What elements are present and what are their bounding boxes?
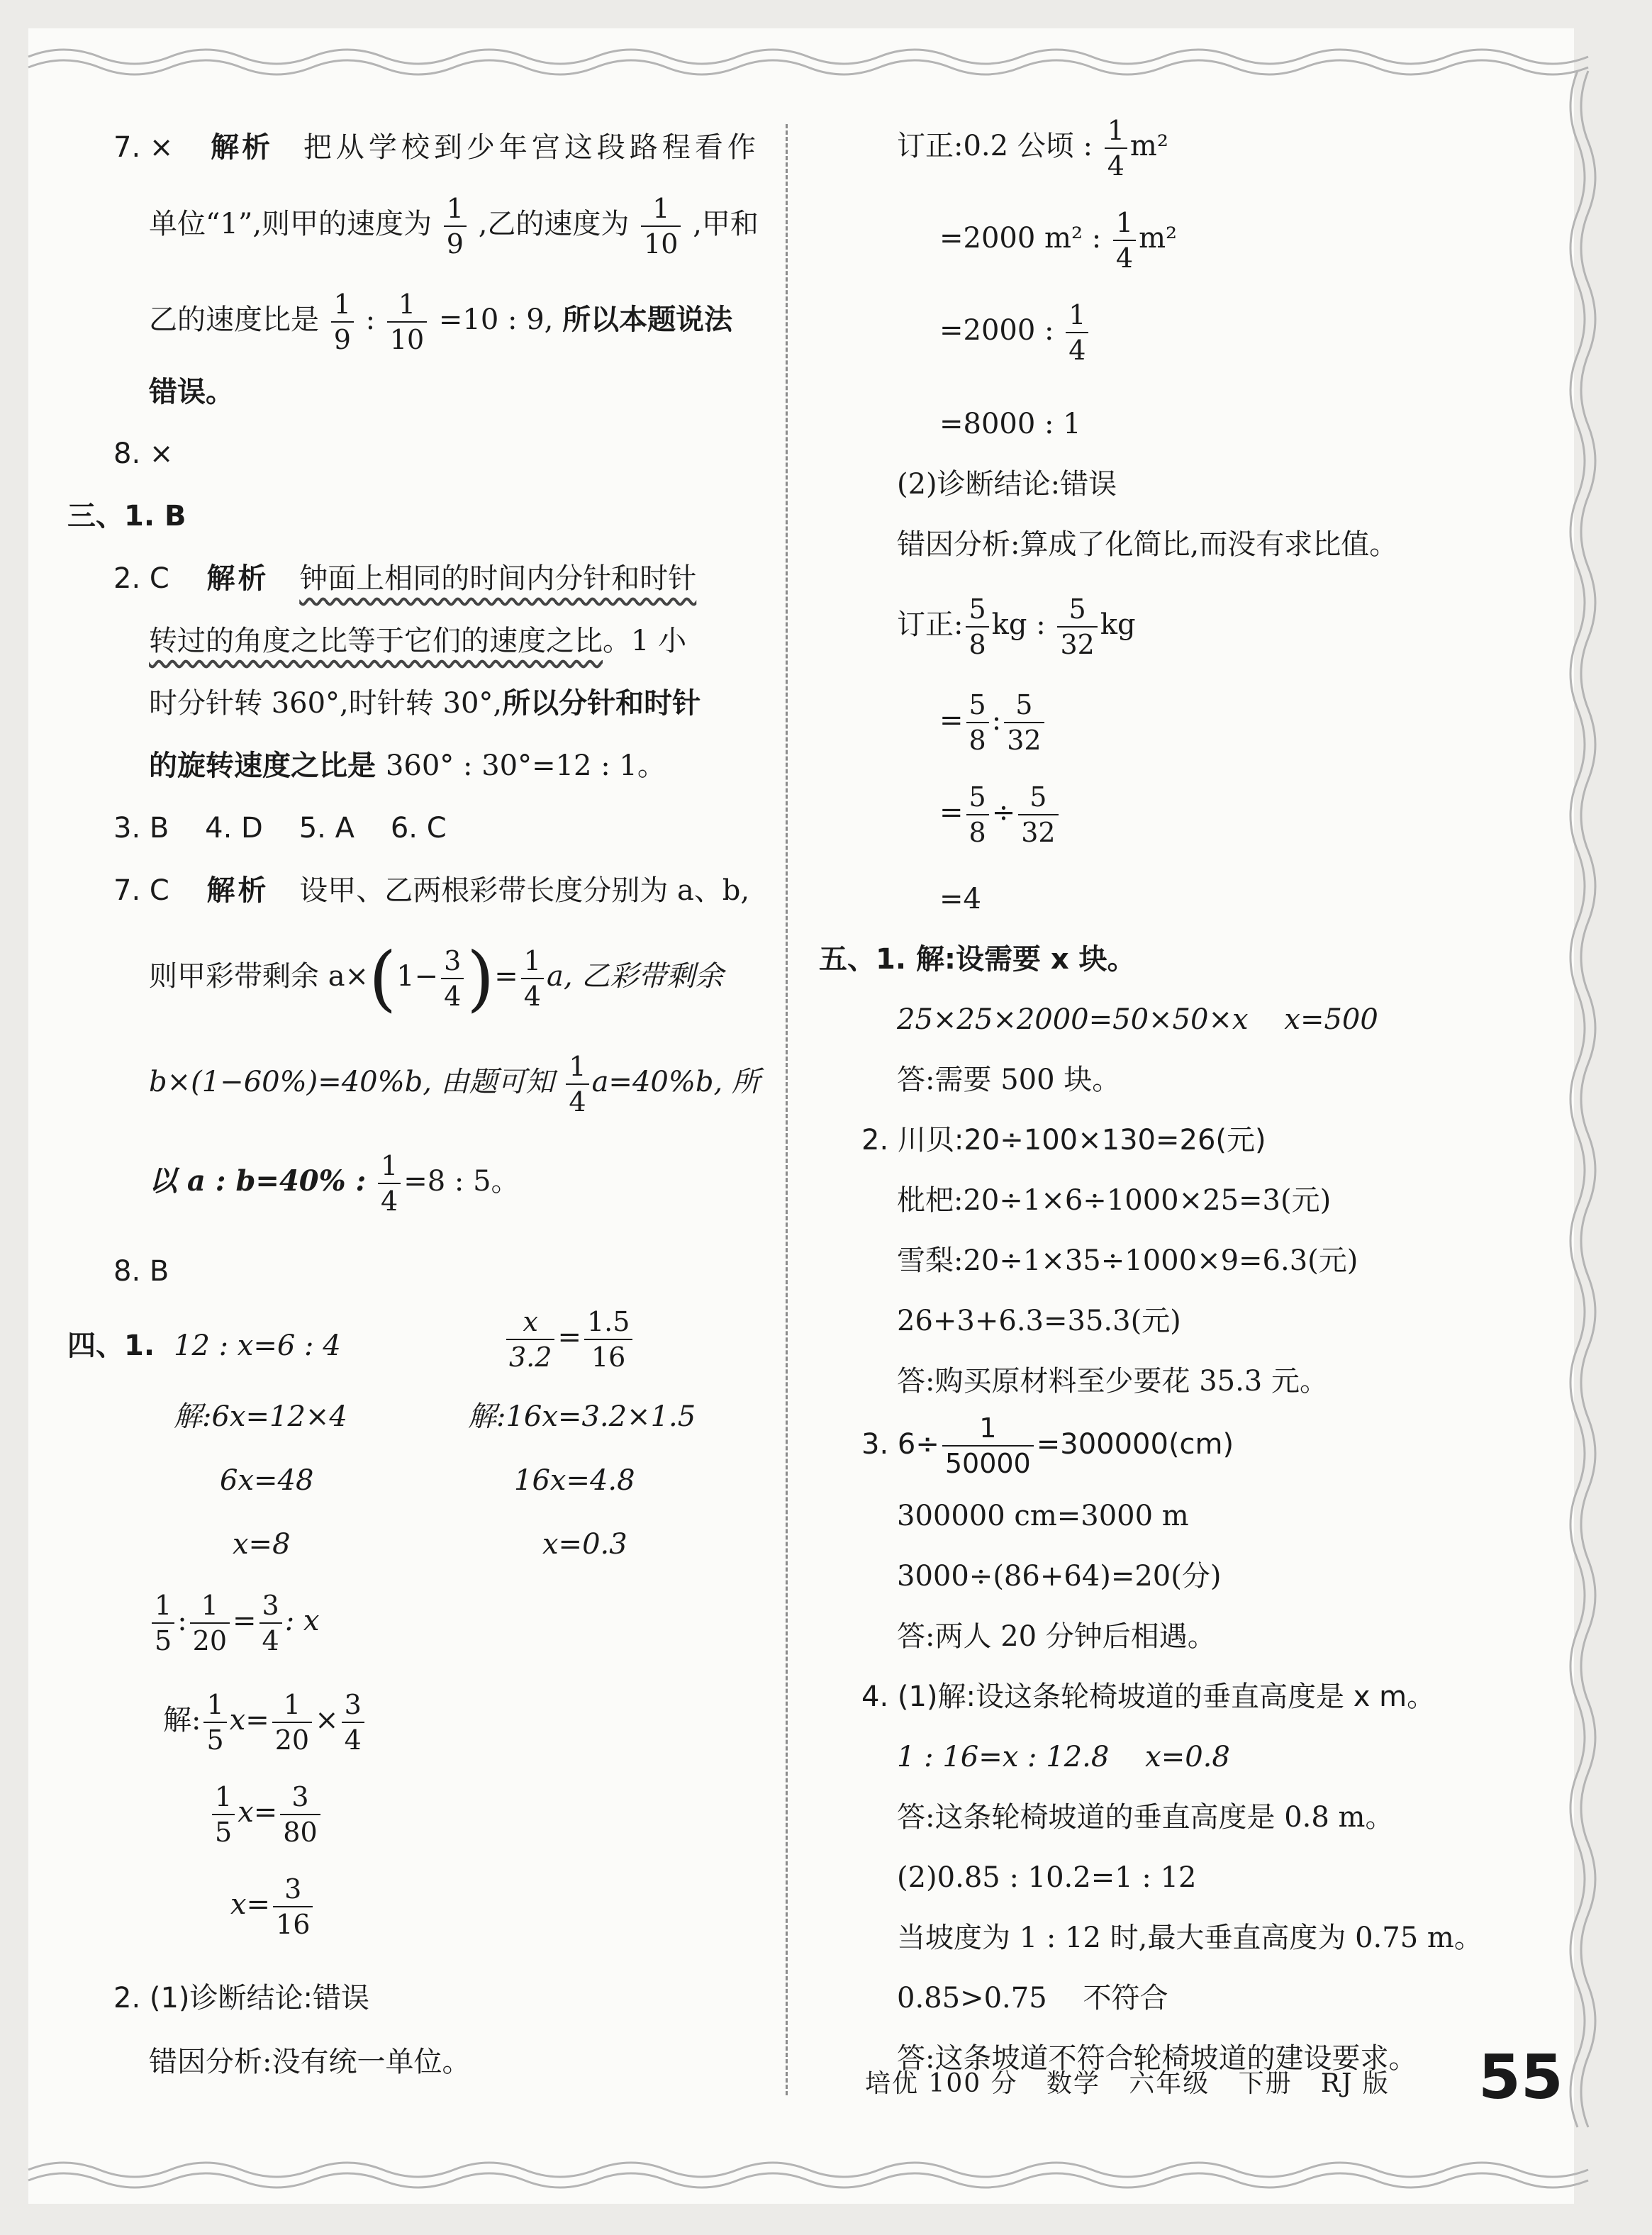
numerator: 1 [283,1689,301,1720]
text-line: 0.85>0.75 不符合 [897,1982,1168,2014]
item-number: 7. C [113,874,169,907]
correction-1 [897,113,1168,183]
fraction [1018,780,1058,849]
diagnosis-2: (2)诊断结论:错误 [897,468,1117,501]
numerator: 3 [284,1873,302,1905]
text-line: a, 乙彩带剩余 [546,960,724,993]
denominator: 32 [1004,722,1044,757]
fraction [387,287,427,357]
step: x=0.3 [542,1528,627,1561]
item-number: 2. C [113,562,169,595]
correction-kg-3: = $\frac{5}{8}$ ÷ $\frac{5}{32}$ [939,780,1061,849]
equation-3-step1: 解: $\frac{1}{5}$ x= $\frac{1}{20}$ × $\frac{3}{4}$ [163,1688,367,1757]
equation-3-step3: x= $\frac{3}{16}$ [230,1872,316,1941]
answer-5-4: 4. (1)解:设这条轮椅坡道的垂直高度是 x m。 [861,1681,1436,1713]
conclusion-text: 的旋转速度之比是 [149,749,376,782]
numerator: 1 [206,1689,224,1720]
text-line: ,甲和 [693,208,759,240]
denominator: 4 [1066,332,1088,367]
fraction [203,1688,226,1757]
denominator: 10 [641,225,681,261]
answer-text: 答:两人 20 分钟后相遇。 [897,1620,1216,1653]
denominator: 4 [342,1722,364,1757]
fraction [331,287,354,357]
fraction [273,1872,313,1941]
text-line: (2)0.85 : 10.2=1 : 12 [897,1861,1197,1894]
answer-2-7 [113,128,760,167]
fraction [190,1588,230,1658]
answer-5-2: 2. 川贝:20÷100×130=26(元) [861,1124,1266,1156]
answer-3-2-line3 [149,684,701,723]
fraction [966,688,989,757]
step: 解:6x=12×4 [174,1400,347,1433]
text-line: 枇杷:20÷1×6÷1000×25=3(元) [897,1184,1332,1217]
correction-3 [939,298,1091,367]
denominator: 50000 [942,1445,1034,1481]
fraction [1105,113,1127,183]
denominator: 32 [1057,626,1097,662]
text-line: 当坡度为 1 : 12 时,最大垂直高度为 0.75 m。 [897,1922,1483,1954]
numerator: 1 [569,1051,586,1082]
fraction [1066,298,1088,367]
numerator: 1 [381,1150,398,1181]
numerator: 3 [291,1781,309,1812]
numerator: 5 [1068,593,1086,625]
conclusion-text: 以 a : b=40% : [149,1164,367,1198]
text-line: 26+3+6.3=35.3(元) [897,1305,1181,1337]
text-line: 订正:0.2 公顷 : [897,130,1093,162]
denominator: 3.2 [506,1339,554,1374]
numerator: 1 [201,1590,218,1621]
denominator: 4 [566,1083,588,1119]
denominator: 16 [584,1339,632,1374]
fraction [444,191,467,261]
numerator: 1 [333,289,351,320]
answer-3-8: 8. B [113,1255,169,1288]
numerator: 1 [1068,299,1086,330]
page-number: 55 [1478,2042,1563,2113]
step: x=8 [233,1528,291,1561]
denominator: 80 [280,1814,320,1849]
section-4-title: 四、1. [67,1330,155,1362]
denominator: 20 [190,1622,230,1658]
text-line: 钟面上相同的时间内分针和时针 [299,562,697,595]
fraction [641,191,681,261]
unit: m² [1129,130,1168,162]
answer-4-2: 2. (1)诊断结论:错误 [113,1982,370,2014]
denominator: 20 [272,1722,312,1757]
conclusion-text: 所以本题说法 [562,303,733,336]
fraction [966,780,989,849]
denominator: 4 [378,1183,401,1218]
numerator: 1 [398,289,416,320]
fraction [966,592,988,662]
column-divider [786,124,788,2095]
text-line: =2000 : [939,314,1054,347]
conclusion-text: 错误。 [149,375,234,408]
text-line: 单位“1”,则甲的速度为 [149,208,432,240]
answer-5-3: 3. 6÷ $\frac{1}{50000}$ =300000(cm) [861,1412,1234,1479]
fraction [212,1780,235,1849]
text-line: 设甲、乙两根彩带长度分别为 a、b, [299,874,750,907]
denominator: 4 [1105,147,1127,183]
fraction [378,1149,401,1218]
text-line: 则甲彩带剩余 a× [149,960,369,993]
text-line: ,乙的速度为 [478,208,630,240]
denominator: 5 [212,1814,235,1849]
denominator: 4 [1113,240,1136,275]
equation-3: $\frac{1}{5}$ : $\frac{1}{20}$ = $\frac{3}{4}$ : x [149,1588,319,1658]
answer-3-7-line2: 则甲彩带剩余 a×(1− $\frac{3}{4}$ )= $\frac{1}{4}$ a, 乙彩带剩余 [149,937,724,1020]
item-number: 7. × [113,131,174,164]
answer-3-2-line4 [149,746,666,786]
answer-3-7-line3 [149,1049,760,1119]
text-line: =2000 m² : [939,222,1102,255]
numerator: x [523,1306,538,1337]
equation-2: $\frac{x}{3.2}$ = $\frac{1.5}{16}$ [503,1305,635,1374]
numerator: 5 [1015,689,1033,720]
text-line: =8 : 5。 [403,1165,520,1198]
numerator: 5 [969,689,986,720]
numerator: 5 [1029,781,1047,813]
text-line: 1 : 16=x : 12.8 x=0.8 [897,1741,1230,1773]
denominator: 5 [152,1622,174,1658]
fraction [280,1780,320,1849]
step: 16x=4.8 [514,1464,635,1497]
correction-kg-4: =4 [939,883,981,915]
text-line: 1− [396,960,439,993]
denominator: 8 [966,722,989,757]
correction-2 [939,206,1177,275]
answer-3-2 [113,559,696,598]
fraction [1113,206,1136,275]
denominator: 8 [966,814,989,849]
numerator: 3 [262,1590,279,1621]
unit: m² [1139,222,1178,255]
answer-text: 答:需要 500 块。 [897,1064,1121,1096]
answer-3-2-line2 [149,621,686,661]
equation-3-step2: $\frac{1}{5}$ x= $\frac{3}{80}$ [209,1780,323,1849]
answer-2-8: 8. × [113,437,174,470]
text-line: 360° : 30°=12 : 1。 [385,749,666,782]
text-line: 把从学校到少年宫这段路程看作 [303,131,760,164]
answer-text: 答:这条坡道不符合轮椅坡道的建设要求。 [897,2042,1417,2075]
fraction [342,1688,364,1757]
correction-4: =8000 : 1 [939,408,1081,440]
numerator: 1.5 [586,1306,630,1337]
correction-kg-2: = $\frac{5}{8}$ : $\frac{5}{32}$ [939,688,1047,757]
answers-3-3-to-6: 3. B 4. D 5. A 6. C [113,812,447,845]
denominator: 9 [444,225,467,261]
numerator: 5 [969,593,986,625]
numerator: 1 [979,1412,997,1444]
numerator: 1 [446,193,464,224]
answer-text: 答:购买原材料至少要花 35.3 元。 [897,1365,1328,1398]
numerator: 1 [652,193,670,224]
fraction [1004,688,1044,757]
step: 解:16x=3.2×1.5 [468,1400,696,1433]
answer-5-1: 五、1. 解:设需要 x 块。 [819,943,1136,976]
fraction [506,1305,554,1374]
numerator: 3 [344,1689,362,1720]
section-3-title: 三、1. B [67,500,186,533]
denominator: 5 [203,1722,226,1757]
text-line: =10 : 9, [438,303,554,336]
answer-3-7 [113,871,749,910]
answer-2-7-line2 [149,191,759,261]
text-line: 雪梨:20÷1×35÷1000×9=6.3(元) [897,1244,1358,1277]
fraction [1057,592,1097,662]
text-line: 。1 小 [603,625,687,657]
text-line: 300000 cm=3000 m [897,1500,1189,1532]
conclusion-text: 所以分针和时针 [502,686,701,720]
text-line: 乙的速度比是 [149,303,319,336]
text-line: 错因分析:没有统一单位。 [149,2046,471,2078]
text-line: a=40%b, 所 [591,1066,760,1098]
denominator: 32 [1018,814,1058,849]
text-line: = [494,960,518,993]
numerator: 1 [155,1590,172,1621]
fraction [272,1688,312,1757]
step: 6x=48 [220,1464,314,1497]
numerator: 1 [1115,207,1134,238]
fraction [942,1411,1034,1481]
fraction [441,944,464,1013]
denominator: 16 [273,1906,313,1941]
analysis-label: 解析 [206,562,269,595]
correction-kg-1: 订正: $\frac{5}{8}$ kg : $\frac{5}{32}$ kg [897,593,1136,660]
denominator: 4 [521,978,544,1013]
fraction [566,1049,588,1119]
denominator: 4 [259,1622,282,1658]
numerator: 3 [444,945,462,976]
answer-text: 答:这条轮椅坡道的垂直高度是 0.8 m。 [897,1801,1394,1834]
analysis-label: 解析 [206,874,269,907]
footer-book-info: 培优 100 分 数学 六年级 下册 RJ 版 [865,2069,1390,2098]
answer-2-7-line3: 乙的速度比是 $\frac{1}{9}$ : $\frac{1}{10}$ =10 : 9, 所以本题说法 [149,289,733,355]
analysis-label: 解析 [211,131,274,164]
text-line: 转过的角度之比等于它们的速度之比 [149,625,603,657]
text-line: 3000÷(86+64)=20(分) [897,1560,1222,1593]
text-line: 25×25×2000=50×50×x x=500 [897,1003,1378,1036]
fraction [584,1305,632,1374]
text-line: b×(1−60%)=40%b, 由题可知 [149,1066,554,1098]
fraction [521,944,544,1013]
denominator: 9 [331,321,354,357]
error-analysis-2: 错因分析:算成了化简比,而没有求比值。 [897,528,1398,561]
numerator: 5 [969,781,986,813]
numerator: 1 [1107,115,1124,146]
denominator: 10 [387,321,427,357]
numerator: 1 [523,945,541,976]
numerator: 1 [215,1781,233,1812]
fraction [259,1588,282,1658]
equation-1: 12 : x=6 : 4 [174,1330,341,1362]
denominator: 8 [966,626,988,662]
denominator: 4 [441,978,464,1013]
fraction [152,1588,174,1658]
text-line: 时分针转 360°,时针转 30°, [149,687,503,720]
answer-3-7-line4 [149,1149,520,1218]
